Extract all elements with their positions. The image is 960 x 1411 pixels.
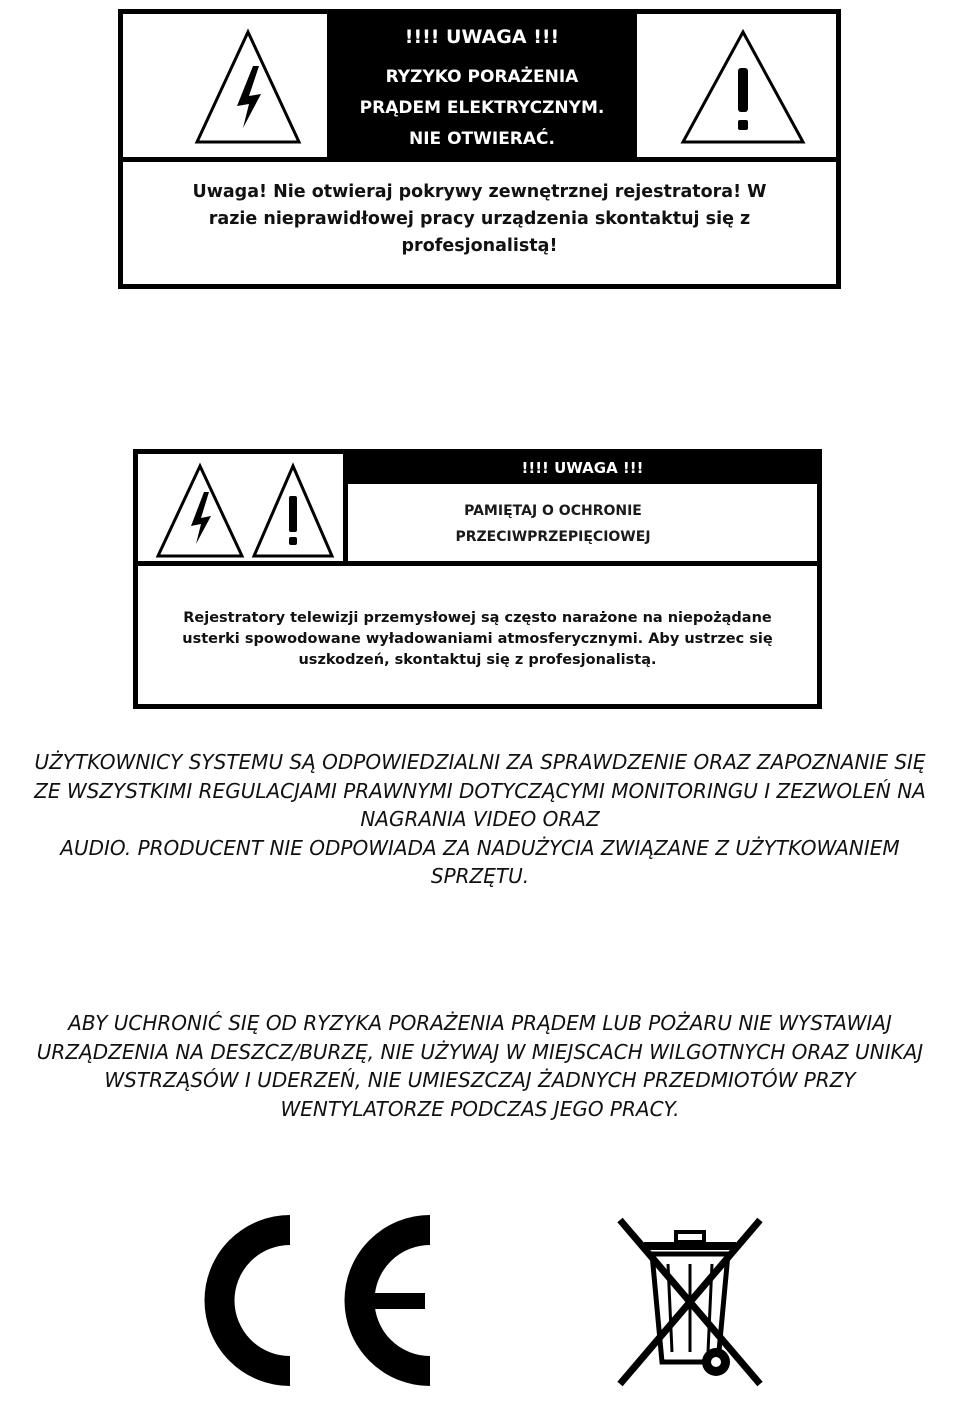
notice-body-line: Rejestratory telewizji przemysłowej są często narażone na niepożądane — [183, 610, 772, 626]
paragraph-line: SPRZĘTU. — [430, 864, 530, 888]
paragraph-line: WENTYLATORZE PODCZAS JEGO PRACY. — [280, 1096, 680, 1121]
warning-line: RYZYKO PORAŻENIA — [385, 67, 579, 87]
paragraph-line: NAGRANIA VIDEO ORAZ — [360, 807, 600, 831]
notice-body-text — [138, 608, 817, 671]
high-voltage-icon — [154, 462, 246, 560]
paragraph-line: AUDIO. PRODUCENT NIE ODPOWIADA ZA NADUŻYCIA ZWIĄZANE Z UŻYTKOWANIEM — [60, 835, 900, 860]
exclamation-icon — [250, 462, 336, 560]
paragraph-line: UŻYTKOWNICY SYSTEMU SĄ ODPOWIEDZIALNI ZA SPRAWDZENIE ORAZ ZAPOZNANIE SIĘ — [34, 750, 926, 774]
warning-notice-surge-protection — [133, 449, 822, 709]
warning-line: PAMIĘTAJ O OCHRONIE — [464, 503, 642, 519]
notice-body-line: uszkodzeń, skontaktuj się z profesjonalistą. — [298, 652, 657, 668]
notice-header-title: !!!! UWAGA !!! — [521, 459, 644, 477]
notice-body-line: razie nieprawidłowej pracy urządzenia skontaktuj się z — [208, 209, 751, 229]
user-responsibility-paragraph — [0, 748, 960, 891]
warning-line: NIE OTWIERAĆ. — [408, 129, 555, 149]
exclamation-icon — [679, 28, 807, 146]
warning-line: PRZECIWPRZEPIĘCIOWEJ — [455, 529, 651, 545]
notice-body-line: Uwaga! Nie otwieraj pokrywy zewnętrznej rejestratora! W — [192, 182, 767, 202]
warning-notice-electric-shock — [118, 9, 841, 289]
paragraph-line: ABY UCHRONIĆ SIĘ OD RYZYKA PORAŻENIA PRĄDEM LUB POŻARU NIE WYSTAWIAJ — [68, 1011, 892, 1035]
safety-instructions-paragraph — [0, 1009, 960, 1123]
notice-body-line: profesjonalistą! — [401, 236, 558, 256]
notice-header-title: !!!! UWAGA !!! — [404, 26, 560, 48]
crossed-out-wheelie-bin-icon — [610, 1212, 770, 1392]
ce-mark-icon — [180, 1208, 440, 1393]
notice-body-line: usterki spowodowane wyładowaniami atmosferycznymi. Aby ustrzec się — [182, 631, 773, 647]
paragraph-line: URZĄDZENIA NA DESZCZ/BURZĘ, NIE UŻYWAJ W MIEJSCACH WILGOTNYCH ORAZ UNIKAJ — [36, 1039, 924, 1064]
notice-warning-lines — [403, 498, 703, 550]
paragraph-line: WSTRZĄSÓW I UDERZEŃ, NIE UMIESZCZAJ ŻADNYCH PRZEDMIOTÓW PRZY — [104, 1068, 856, 1092]
warning-line: PRĄDEM ELEKTRYCZNYM. — [359, 98, 605, 118]
notice-top-section — [123, 14, 836, 162]
notice-warning-lines — [327, 62, 637, 155]
notice-body-text — [123, 179, 836, 260]
notice-top-section — [138, 454, 817, 566]
paragraph-line: ZE WSZYSTKIMI REGULACJAMI PRAWNYMI DOTYCZĄCYMI MONITORINGU I ZEZWOLEŃ NA — [34, 778, 926, 803]
high-voltage-icon — [193, 28, 303, 146]
